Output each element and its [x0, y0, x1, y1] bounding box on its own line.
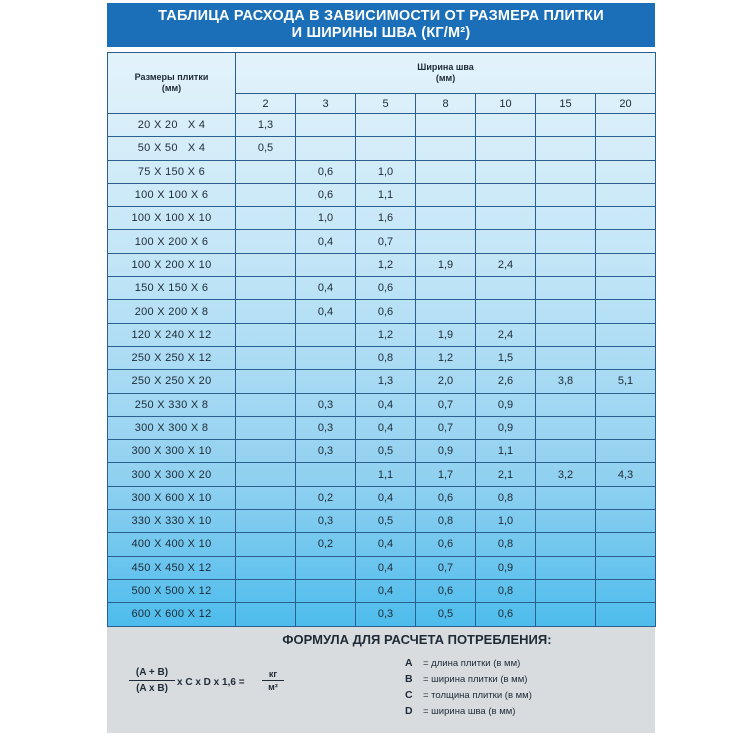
tile-size-cell: 20 X 20 X 4: [108, 114, 236, 137]
consumption-cell: [236, 253, 296, 276]
table-row: [108, 370, 656, 393]
consumption-cell: [476, 207, 536, 230]
size-header-text: Размеры плитки (мм): [134, 72, 209, 93]
consumption-cell: 1,3: [356, 370, 416, 393]
consumption-cell: 1,2: [356, 323, 416, 346]
table-row: [108, 300, 656, 323]
consumption-cell: 0,2: [296, 486, 356, 509]
consumption-cell: 0,8: [476, 579, 536, 602]
consumption-cell: [536, 230, 596, 253]
consumption-cell: [236, 370, 296, 393]
consumption-cell: [536, 416, 596, 439]
tile-size-cell: 300 X 300 X 20: [108, 463, 236, 486]
consumption-cell: 2,6: [476, 370, 536, 393]
consumption-cell: [236, 207, 296, 230]
consumption-cell: 0,4: [356, 393, 416, 416]
consumption-cell: [476, 183, 536, 206]
legend-item: B = ширина плитки (в мм): [405, 673, 528, 685]
consumption-cell: [596, 393, 656, 416]
table-row: [108, 556, 656, 579]
consumption-cell: [296, 463, 356, 486]
tile-size-cell: 500 X 500 X 12: [108, 579, 236, 602]
consumption-cell: [476, 160, 536, 183]
tile-size-cell: 450 X 450 X 12: [108, 556, 236, 579]
consumption-cell: [416, 277, 476, 300]
consumption-cell: [596, 183, 656, 206]
tile-size-cell: 100 X 200 X 6: [108, 230, 236, 253]
consumption-cell: 0,8: [476, 533, 536, 556]
consumption-cell: [536, 556, 596, 579]
table-row: [108, 393, 656, 416]
consumption-cell: [536, 346, 596, 369]
consumption-cell: [236, 277, 296, 300]
consumption-cell: 2,0: [416, 370, 476, 393]
width-header-cell: 10: [476, 94, 536, 114]
tile-size-cell: 250 X 250 X 12: [108, 346, 236, 369]
consumption-cell: [536, 207, 596, 230]
consumption-cell: [296, 370, 356, 393]
table-row: [108, 183, 656, 206]
tile-size-cell: 250 X 250 X 20: [108, 370, 236, 393]
consumption-cell: [296, 579, 356, 602]
tile-size-cell: 400 X 400 X 10: [108, 533, 236, 556]
tile-size-cell: 300 X 300 X 10: [108, 440, 236, 463]
consumption-cell: 0,3: [296, 393, 356, 416]
consumption-cell: 5,1: [596, 370, 656, 393]
table-row: [108, 277, 656, 300]
consumption-cell: 0,4: [296, 277, 356, 300]
consumption-cell: [536, 323, 596, 346]
formula-legend: [405, 657, 532, 721]
consumption-cell: 1,3: [236, 114, 296, 137]
consumption-cell: 0,9: [416, 440, 476, 463]
consumption-cell: 2,4: [476, 323, 536, 346]
formula-unit: [262, 669, 284, 692]
consumption-cell: [596, 440, 656, 463]
consumption-cell: [416, 230, 476, 253]
consumption-cell: [536, 510, 596, 533]
consumption-cell: 0,3: [296, 440, 356, 463]
tile-size-cell: 100 X 200 X 10: [108, 253, 236, 276]
consumption-cell: 1,5: [476, 346, 536, 369]
consumption-cell: [476, 300, 536, 323]
legend-item: A = длина плитки (в мм): [405, 657, 521, 669]
consumption-cell: [356, 137, 416, 160]
consumption-cell: [536, 440, 596, 463]
consumption-cell: 0,6: [416, 579, 476, 602]
table-row: [108, 463, 656, 486]
tile-size-cell: 120 X 240 X 12: [108, 323, 236, 346]
consumption-cell: [596, 486, 656, 509]
consumption-cell: 0,6: [356, 300, 416, 323]
legend-item: D = ширина шва (в мм): [405, 705, 516, 717]
consumption-cell: [596, 253, 656, 276]
consumption-cell: 0,7: [416, 416, 476, 439]
formula-numerator: (A + B): [129, 667, 175, 681]
consumption-cell: [596, 323, 656, 346]
consumption-cell: 0,3: [296, 416, 356, 439]
consumption-cell: 1,0: [296, 207, 356, 230]
consumption-table-panel: [107, 52, 655, 627]
consumption-cell: [536, 183, 596, 206]
consumption-cell: 0,5: [236, 137, 296, 160]
consumption-cell: [536, 579, 596, 602]
width-header-text: Ширина шва (мм): [417, 62, 474, 83]
table-row: [108, 579, 656, 602]
tile-size-cell: 200 X 200 X 8: [108, 300, 236, 323]
consumption-cell: 0,6: [416, 486, 476, 509]
consumption-cell: [236, 486, 296, 509]
consumption-cell: [296, 556, 356, 579]
consumption-cell: [236, 533, 296, 556]
table-row: [108, 440, 656, 463]
consumption-cell: [596, 277, 656, 300]
consumption-cell: [356, 114, 416, 137]
consumption-cell: 0,4: [356, 486, 416, 509]
consumption-cell: [236, 510, 296, 533]
table-row: [108, 114, 656, 137]
consumption-cell: 0,4: [296, 300, 356, 323]
tile-size-cell: 50 X 50 X 4: [108, 137, 236, 160]
tile-size-cell: 300 X 300 X 8: [108, 416, 236, 439]
table-row: [108, 486, 656, 509]
consumption-cell: 0,9: [476, 556, 536, 579]
consumption-cell: [416, 207, 476, 230]
consumption-cell: 0,2: [296, 533, 356, 556]
consumption-cell: [236, 323, 296, 346]
consumption-cell: 0,7: [356, 230, 416, 253]
consumption-cell: 0,5: [356, 440, 416, 463]
consumption-cell: [596, 207, 656, 230]
consumption-cell: [596, 510, 656, 533]
tile-size-cell: 100 X 100 X 10: [108, 207, 236, 230]
consumption-cell: [236, 346, 296, 369]
formula-fraction: [129, 667, 175, 694]
consumption-cell: [596, 579, 656, 602]
consumption-cell: 0,3: [356, 603, 416, 626]
table-row: [108, 137, 656, 160]
consumption-cell: [236, 300, 296, 323]
tile-size-cell: 250 X 330 X 8: [108, 393, 236, 416]
width-header-cell: 15: [536, 94, 596, 114]
tile-size-cell: 150 X 150 X 6: [108, 277, 236, 300]
consumption-cell: [596, 556, 656, 579]
consumption-cell: 0,6: [296, 160, 356, 183]
consumption-cell: 1,6: [356, 207, 416, 230]
consumption-cell: [296, 603, 356, 626]
table-row: [108, 160, 656, 183]
table-row: [108, 346, 656, 369]
consumption-cell: [536, 486, 596, 509]
table-row: [108, 207, 656, 230]
table-row: [108, 510, 656, 533]
consumption-cell: 0,8: [356, 346, 416, 369]
consumption-cell: [416, 183, 476, 206]
width-header-cell: 3: [296, 94, 356, 114]
consumption-cell: 0,7: [416, 393, 476, 416]
consumption-cell: [236, 183, 296, 206]
consumption-cell: [296, 137, 356, 160]
consumption-cell: 0,6: [476, 603, 536, 626]
consumption-cell: [596, 160, 656, 183]
consumption-cell: 0,6: [296, 183, 356, 206]
tile-size-cell: 330 X 330 X 10: [108, 510, 236, 533]
consumption-cell: [476, 114, 536, 137]
consumption-cell: [296, 323, 356, 346]
consumption-cell: [296, 253, 356, 276]
table-row: [108, 253, 656, 276]
title-line-2: И ШИРИНЫ ШВА (КГ/М²): [291, 25, 471, 41]
consumption-cell: 0,3: [296, 510, 356, 533]
consumption-cell: 0,8: [476, 486, 536, 509]
consumption-cell: 3,8: [536, 370, 596, 393]
table-row: [108, 230, 656, 253]
consumption-cell: [236, 463, 296, 486]
consumption-cell: [596, 346, 656, 369]
consumption-cell: [536, 114, 596, 137]
consumption-cell: 0,4: [356, 416, 416, 439]
width-header-cell: 5: [356, 94, 416, 114]
consumption-cell: [416, 137, 476, 160]
width-column-header: [236, 53, 656, 94]
consumption-cell: [416, 160, 476, 183]
consumption-cell: [596, 114, 656, 137]
consumption-cell: [236, 393, 296, 416]
consumption-cell: 0,4: [356, 556, 416, 579]
consumption-cell: [236, 603, 296, 626]
consumption-cell: 0,4: [356, 579, 416, 602]
width-header-cell: 8: [416, 94, 476, 114]
consumption-cell: 1,2: [356, 253, 416, 276]
consumption-cell: [596, 300, 656, 323]
consumption-cell: [536, 393, 596, 416]
formula-multiplier: x C x D x 1,6 =: [177, 677, 245, 688]
consumption-cell: 1,9: [416, 253, 476, 276]
tile-size-cell: 600 X 600 X 12: [108, 603, 236, 626]
consumption-table: [107, 52, 656, 627]
consumption-cell: [296, 114, 356, 137]
formula-denominator: (A x B): [136, 683, 168, 694]
consumption-cell: [596, 603, 656, 626]
consumption-cell: 3,2: [536, 463, 596, 486]
consumption-cell: [536, 253, 596, 276]
consumption-cell: [476, 277, 536, 300]
consumption-cell: 1,1: [476, 440, 536, 463]
consumption-cell: 1,0: [476, 510, 536, 533]
title-line-1: ТАБЛИЦА РАСХОДА В ЗАВИСИМОСТИ ОТ РАЗМЕРА ПЛИТКИ: [158, 8, 604, 24]
consumption-cell: 0,7: [416, 556, 476, 579]
consumption-cell: [236, 556, 296, 579]
formula-panel: [107, 627, 655, 733]
consumption-cell: 1,7: [416, 463, 476, 486]
width-header-cell: 20: [596, 94, 656, 114]
tile-size-cell: 100 X 100 X 6: [108, 183, 236, 206]
consumption-cell: [296, 346, 356, 369]
consumption-cell: [596, 137, 656, 160]
table-row: [108, 533, 656, 556]
consumption-cell: 1,9: [416, 323, 476, 346]
consumption-cell: 0,6: [416, 533, 476, 556]
consumption-cell: [236, 416, 296, 439]
formula-unit-numerator: кг: [262, 669, 284, 681]
consumption-cell: 1,1: [356, 183, 416, 206]
consumption-cell: 0,9: [476, 416, 536, 439]
consumption-cell: [536, 300, 596, 323]
consumption-cell: [596, 416, 656, 439]
table-row: [108, 416, 656, 439]
consumption-cell: [416, 300, 476, 323]
consumption-cell: [416, 114, 476, 137]
table-row: [108, 603, 656, 626]
consumption-cell: 2,1: [476, 463, 536, 486]
consumption-cell: [596, 230, 656, 253]
consumption-cell: 2,4: [476, 253, 536, 276]
consumption-cell: [596, 533, 656, 556]
consumption-cell: [476, 230, 536, 253]
legend-item: C = толщина плитки (в мм): [405, 689, 532, 701]
formula-unit-denominator: м²: [268, 682, 278, 692]
consumption-cell: [536, 603, 596, 626]
consumption-cell: 0,5: [416, 603, 476, 626]
consumption-cell: [536, 137, 596, 160]
consumption-cell: 0,8: [416, 510, 476, 533]
consumption-cell: 0,5: [356, 510, 416, 533]
consumption-cell: [236, 230, 296, 253]
consumption-cell: [236, 160, 296, 183]
consumption-cell: 1,1: [356, 463, 416, 486]
consumption-cell: 4,3: [596, 463, 656, 486]
consumption-cell: [536, 533, 596, 556]
table-row: [108, 323, 656, 346]
size-column-header: [108, 53, 236, 114]
consumption-cell: [536, 277, 596, 300]
tile-size-cell: 300 X 600 X 10: [108, 486, 236, 509]
formula-title: ФОРМУЛА ДЛЯ РАСЧЕТА ПОТРЕБЛЕНИЯ:: [282, 632, 552, 647]
consumption-cell: 0,4: [296, 230, 356, 253]
consumption-cell: 1,0: [356, 160, 416, 183]
title-banner: [107, 3, 655, 47]
width-header-cell: 2: [236, 94, 296, 114]
consumption-cell: [236, 579, 296, 602]
consumption-cell: [536, 160, 596, 183]
consumption-cell: 0,9: [476, 393, 536, 416]
consumption-cell: 0,6: [356, 277, 416, 300]
tile-size-cell: 75 X 150 X 6: [108, 160, 236, 183]
consumption-cell: 1,2: [416, 346, 476, 369]
consumption-cell: [476, 137, 536, 160]
consumption-cell: 0,4: [356, 533, 416, 556]
consumption-cell: [236, 440, 296, 463]
